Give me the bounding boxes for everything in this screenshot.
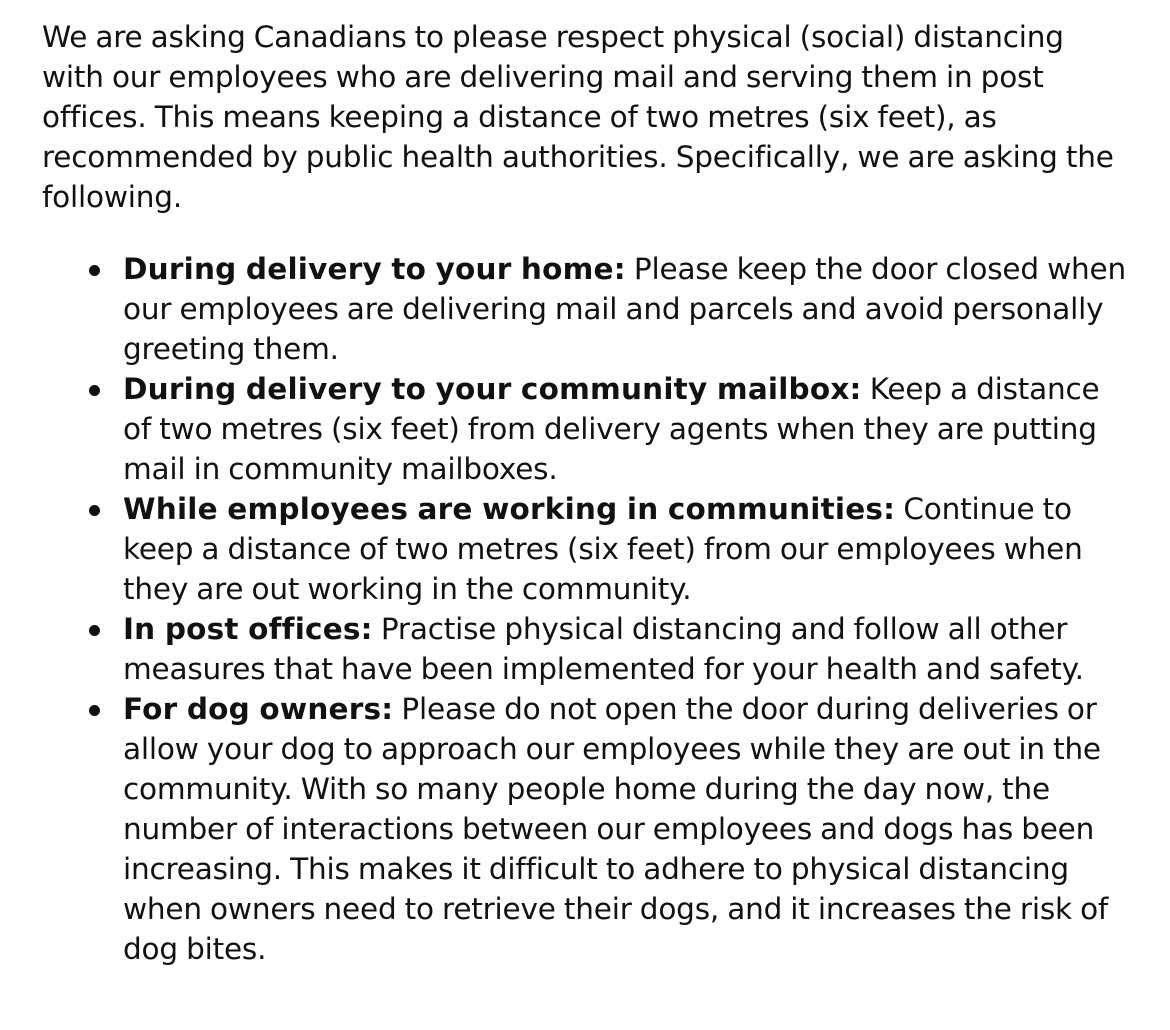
bullet-icon xyxy=(89,625,100,636)
list-item xyxy=(42,689,1128,969)
item-text: Practise physical distancing and follow all other measures that have been implemented for your health and safety. xyxy=(123,612,1084,686)
bullet-icon xyxy=(89,265,100,276)
bullet-icon xyxy=(89,385,100,396)
item-text: Continue to keep a distance of two metres (six feet) from our employees when they are out working in the community. xyxy=(123,492,1083,606)
list-item xyxy=(42,369,1128,489)
item-text: Please do not open the door during deliveries or allow your dog to approach our employees while they are out in the community. With so many people home during the day now, the number of interactions between our employees and dogs has been increasing. This makes it difficult to adhere to physical distancing when owners need to retrieve their dogs, and it increases the risk of dog bites. xyxy=(123,692,1109,966)
intro-paragraph: We are asking Canadians to please respect physical (social) distancing with our employees who are delivering mail and serving them in post offices. This means keeping a distance of two metres (six feet), as recommended by public health authorities. Specifically, we are asking the following. xyxy=(42,20,1114,214)
item-heading: While employees are working in communities: xyxy=(123,492,896,526)
item-heading: For dog owners: xyxy=(123,692,394,726)
item-heading: In post offices: xyxy=(123,612,373,646)
list-item xyxy=(42,249,1128,369)
list-item xyxy=(42,489,1128,609)
bullet-icon xyxy=(89,505,100,516)
item-heading: During delivery to your community mailbox: xyxy=(123,372,862,406)
list-item xyxy=(42,609,1128,689)
notice-content xyxy=(42,17,1128,969)
item-text: Please keep the door closed when our employees are delivering mail and parcels and avoid personally greeting them. xyxy=(123,252,1126,366)
bullet-icon xyxy=(89,705,100,716)
guidelines-list xyxy=(42,249,1128,969)
item-heading: During delivery to your home: xyxy=(123,252,626,286)
item-text: Keep a distance of two metres (six feet) from delivery agents when they are putting mail in community mailboxes. xyxy=(123,372,1100,486)
